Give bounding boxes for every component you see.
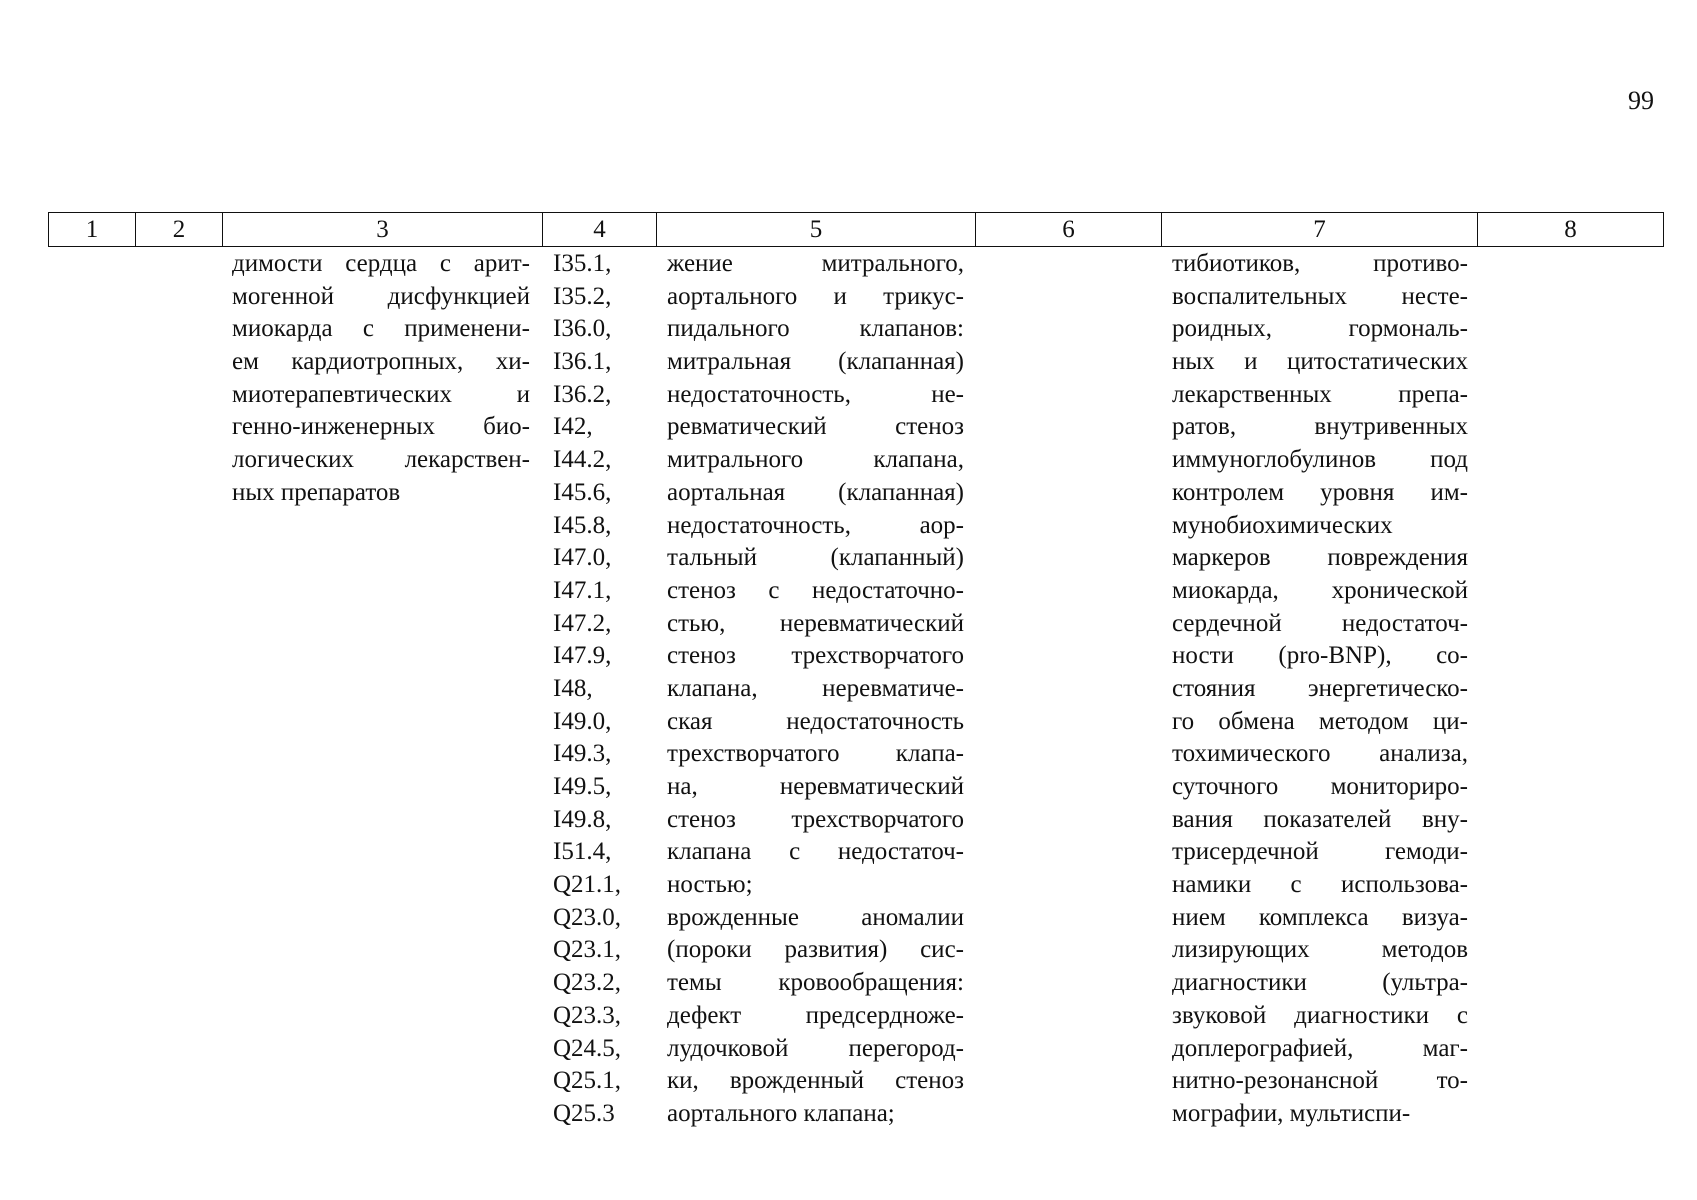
text-line: на, неревматический [667, 773, 964, 800]
text-line: аортального и трикус- [667, 282, 964, 310]
text-line: лудочковой перегород- [667, 1034, 964, 1062]
text-line: ская недостаточность [667, 707, 964, 735]
text-line: трисердечной гемоди- [1172, 838, 1468, 866]
text-line: Q23.3, [553, 1001, 622, 1029]
text-line: ревматический стеноз [667, 413, 964, 441]
text-line: диагностики (ультра- [1172, 969, 1468, 997]
text-line: воспалительных несте- [1172, 282, 1468, 310]
text-line: димости сердца с арит- [232, 250, 530, 277]
text-line: I36.2, [553, 380, 612, 408]
text-line: Q24.5, [553, 1034, 622, 1062]
text-line: пидального клапанов: [667, 315, 964, 343]
header-col-6: 6 [976, 213, 1162, 247]
text-line: Q21.1, [553, 871, 622, 899]
text-line: недостаточность, аор- [667, 511, 964, 539]
text-line: иммуноглобулинов под [1172, 446, 1468, 474]
text-line: I42, [553, 413, 593, 441]
text-line: I35.1, [553, 250, 612, 277]
text-line: стеноз трехстворчатого [667, 642, 964, 670]
text-line: клапана с недостаточ- [667, 838, 964, 866]
text-line: I49.3, [553, 740, 612, 768]
text-line: I44.2, [553, 446, 612, 474]
text-line: I47.1, [553, 576, 612, 604]
column-7-text [1172, 248, 1468, 1131]
text-line: доплерографией, маг- [1172, 1034, 1468, 1062]
text-line: Q23.0, [553, 903, 622, 931]
text-line: го обмена методом ци- [1172, 707, 1468, 735]
text-line: I49.8, [553, 805, 612, 833]
text-line: темы кровообращения: [667, 969, 964, 997]
text-line: Q25.1, [553, 1067, 622, 1095]
text-line: стеноз с недостаточно- [667, 576, 964, 604]
text-line: ных препаратов [232, 478, 401, 506]
text-line: звуковой диагностики с [1172, 1001, 1468, 1029]
text-line: миокарда, хронической [1172, 576, 1468, 604]
header-col-8: 8 [1478, 213, 1664, 247]
column-3-text [232, 248, 530, 510]
page-number: 99 [1628, 86, 1654, 115]
text-line: I47.0, [553, 544, 612, 572]
text-line: стояния энергетическо- [1172, 674, 1468, 702]
text-line: аортального клапана; [667, 1099, 895, 1127]
text-line: I51.4, [553, 838, 612, 866]
text-line: тальный (клапанный) [667, 544, 964, 572]
text-line: I49.5, [553, 773, 612, 800]
text-line: I45.6, [553, 478, 612, 506]
text-line: врожденные аномалии [667, 903, 964, 931]
text-line: I47.2, [553, 609, 612, 637]
text-line: миотерапевтических и [232, 380, 530, 408]
text-line: I49.0, [553, 707, 612, 735]
text-line: миокарда с применени- [232, 315, 530, 343]
column-5-text [667, 248, 964, 1131]
text-line: мунобиохимических [1172, 511, 1393, 539]
text-line: I35.2, [553, 282, 612, 310]
table-header-row [48, 212, 1664, 247]
text-line: сердечной недостаточ- [1172, 609, 1468, 637]
text-line: могенной дисфункцией [232, 282, 530, 310]
text-line: вания показателей вну- [1172, 805, 1468, 833]
text-line: маркеров повреждения [1172, 544, 1468, 572]
text-line: суточного мониториро- [1172, 773, 1468, 800]
text-line: логических лекарствен- [232, 446, 530, 474]
text-line: трехстворчатого клапа- [667, 740, 964, 768]
header-col-7: 7 [1162, 213, 1478, 247]
header-col-1: 1 [49, 213, 136, 247]
text-line: лекарственных препа- [1172, 380, 1468, 408]
text-line: контролем уровня им- [1172, 478, 1468, 506]
text-line: стью, неревматический [667, 609, 964, 637]
text-line: тохимического анализа, [1172, 740, 1468, 768]
text-line: Q23.2, [553, 969, 622, 997]
text-line: I45.8, [553, 511, 612, 539]
text-line: аортальная (клапанная) [667, 478, 964, 506]
text-line: ных и цитостатических [1172, 348, 1468, 376]
text-line: I36.1, [553, 348, 612, 376]
text-line: ратов, внутривенных [1172, 413, 1468, 441]
text-line: (пороки развития) сис- [667, 936, 964, 964]
text-line: роидных, гормональ- [1172, 315, 1468, 343]
text-line: недостаточность, не- [667, 380, 964, 408]
text-line: I48, [553, 674, 593, 702]
text-line: клапана, неревматиче- [667, 674, 964, 702]
text-line: тибиотиков, противо- [1172, 250, 1468, 277]
text-line: мографии, мультиспи- [1172, 1099, 1411, 1127]
header-col-5: 5 [657, 213, 976, 247]
text-line: I47.9, [553, 642, 612, 670]
text-line: I36.0, [553, 315, 612, 343]
text-line: ем кардиотропных, хи- [232, 348, 530, 376]
text-line: ки, врожденный стеноз [667, 1067, 964, 1095]
column-4-codes [553, 248, 643, 1131]
header-col-3: 3 [223, 213, 543, 247]
text-line: жение митрального, [667, 250, 964, 277]
text-line: генно-инженерных био- [232, 413, 530, 441]
text-line: лизирующих методов [1172, 936, 1468, 964]
text-line: митральная (клапанная) [667, 348, 964, 376]
text-line: намики с использова- [1172, 871, 1468, 899]
text-line: ностью; [667, 871, 753, 899]
text-line: нитно-резонансной то- [1172, 1067, 1468, 1095]
text-line: митрального клапана, [667, 446, 964, 474]
text-line: стеноз трехстворчатого [667, 805, 964, 833]
text-line: Q25.3 [553, 1099, 615, 1127]
header-col-4: 4 [543, 213, 657, 247]
text-line: Q23.1, [553, 936, 622, 964]
text-line: нием комплекса визуа- [1172, 903, 1468, 931]
text-line: ности (pro-BNP), со- [1172, 642, 1468, 670]
text-line: дефект предсердноже- [667, 1001, 964, 1029]
header-col-2: 2 [136, 213, 223, 247]
